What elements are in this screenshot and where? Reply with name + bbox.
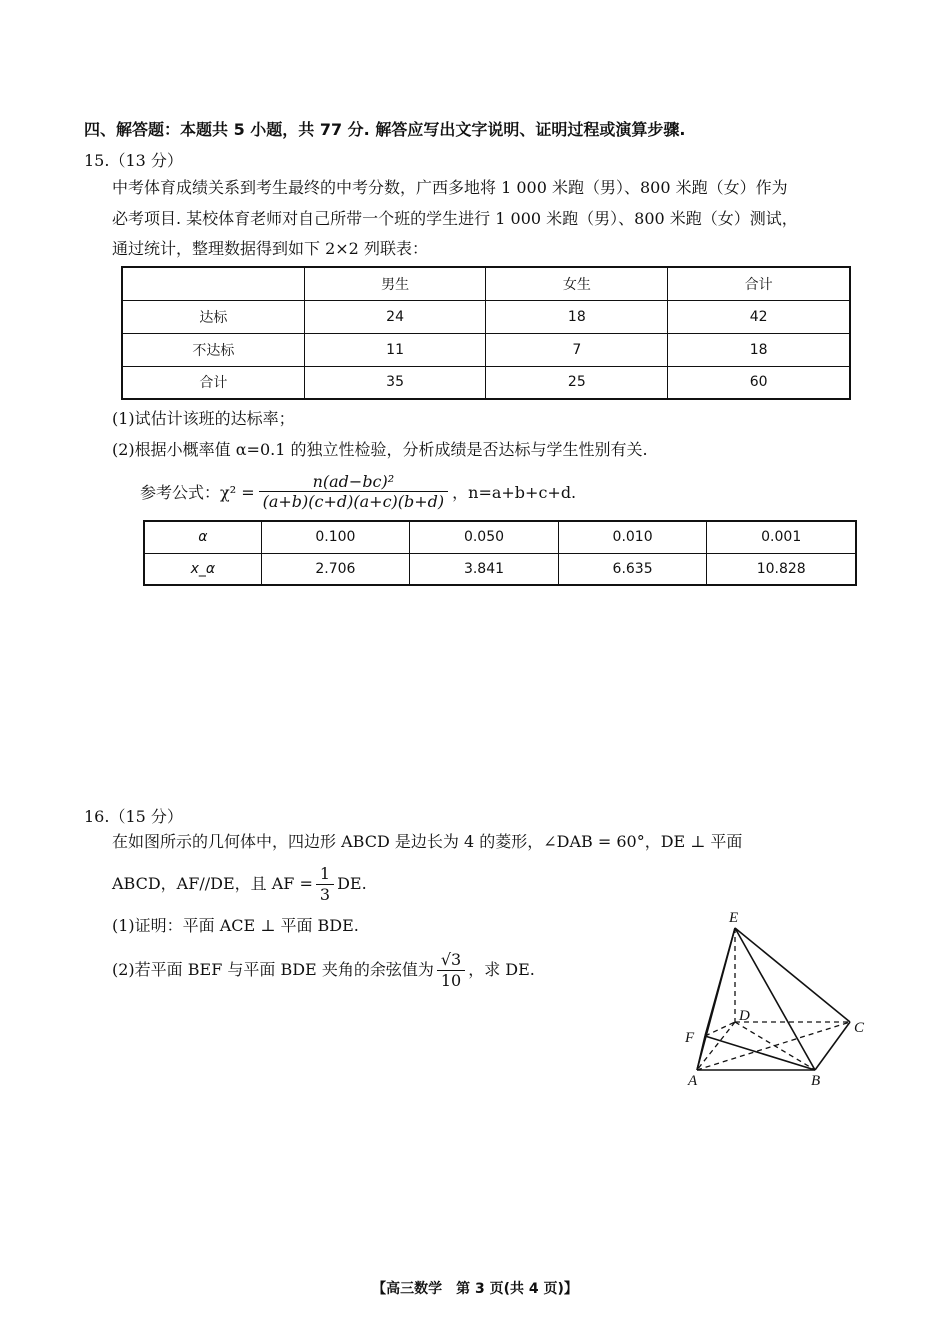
table-cell: 60	[668, 366, 850, 399]
q16-line2-pre: ABCD，AF//DE，且 AF =	[112, 874, 313, 893]
label-E: E	[729, 910, 739, 926]
fraction-numerator: 1	[316, 864, 334, 885]
table-cell: 35	[304, 366, 486, 399]
table-cell: 0.001	[707, 521, 856, 553]
q15-line2: 必考项目. 某校体育老师对自己所带一个班的学生进行 1 000 米跑（男）、800 米跑（女）测试，	[112, 209, 798, 228]
table-cell: 11	[304, 333, 486, 366]
table-cell: 不达标	[122, 333, 304, 366]
reference-formula	[140, 468, 576, 514]
table-row	[122, 366, 850, 399]
label-C: C	[854, 1020, 865, 1036]
formula-fraction	[259, 472, 449, 511]
q16-part1: (1)证明：平面 ACE ⊥ 平面 BDE.	[112, 916, 359, 935]
table-cell: 25	[486, 366, 668, 399]
table-cell: 0.100	[261, 521, 410, 553]
table-cell: 18	[668, 333, 850, 366]
q15-line3: 通过统计，整理数据得到如下 2×2 列联表：	[112, 239, 428, 258]
geometry-figure	[675, 905, 875, 1095]
q15-line1: 中考体育成绩关系到考生最终的中考分数，广西多地将 1 000 米跑（男）、800 米跑（女）作为	[112, 178, 788, 197]
table-cell: 0.050	[410, 521, 559, 553]
table-cell: 合计	[668, 267, 850, 300]
table-cell: 18	[486, 300, 668, 333]
table-row	[122, 300, 850, 333]
table-row	[122, 333, 850, 366]
critical-value-table	[143, 520, 857, 586]
contingency-table	[121, 266, 851, 400]
table-row	[144, 521, 856, 553]
table-cell: 3.841	[410, 553, 559, 585]
table-cell: 42	[668, 300, 850, 333]
q16-line1: 在如图所示的几何体中，四边形 ABCD 是边长为 4 的菱形，∠DAB = 60°，DE ⊥ 平面	[112, 832, 743, 851]
table-cell: 男生	[304, 267, 486, 300]
table-cell: α	[144, 521, 261, 553]
table-row	[144, 553, 856, 585]
fraction-cosine	[437, 950, 465, 991]
q16-number: 16.（15 分）	[84, 807, 183, 826]
edge-BC	[815, 1022, 850, 1070]
table-row	[122, 267, 850, 300]
fraction-numerator: √3	[437, 950, 465, 971]
formula-denominator: (a+b)(c+d)(a+c)(b+d)	[262, 491, 445, 511]
edge-EF	[705, 928, 735, 1036]
q16-part2-pre: (2)若平面 BEF 与平面 BDE 夹角的余弦值为	[112, 960, 434, 979]
edge-EC	[735, 928, 850, 1022]
table-cell: 0.010	[558, 521, 707, 553]
table-cell: 达标	[122, 300, 304, 333]
formula-prefix: 参考公式：χ² =	[140, 482, 255, 502]
label-D: D	[739, 1008, 750, 1024]
label-B: B	[811, 1073, 821, 1089]
table-cell	[122, 267, 304, 300]
table-cell: 女生	[486, 267, 668, 300]
table-cell: 6.635	[558, 553, 707, 585]
edge-AC	[697, 1022, 850, 1070]
formula-suffix: ，n=a+b+c+d.	[452, 482, 577, 502]
q15-part2: (2)根据小概率值 α=0.1 的独立性检验，分析成绩是否达标与学生性别有关.	[112, 440, 648, 459]
fraction-denominator: 10	[440, 970, 462, 990]
table-cell: 24	[304, 300, 486, 333]
table-cell: 2.706	[261, 553, 410, 585]
table-cell: 合计	[122, 366, 304, 399]
table-cell: x_α	[144, 553, 261, 585]
q16-line2-post: DE.	[337, 874, 367, 893]
table-cell: 7	[486, 333, 668, 366]
fraction-denominator: 3	[319, 884, 331, 904]
q15-part1: (1)试估计该班的达标率；	[112, 409, 295, 428]
q16-line2	[112, 862, 367, 906]
q15-number: 15.（13 分）	[84, 151, 183, 170]
formula-numerator: n(ad−bc)²	[259, 472, 449, 492]
label-A: A	[688, 1073, 698, 1089]
section-heading: 四、解答题：本题共 5 小题，共 77 分. 解答应写出文字说明、证明过程或演算步骤.	[84, 120, 686, 139]
q16-part2	[112, 948, 535, 992]
page-footer: 【高三数学 第 3 页(共 4 页)】	[372, 1281, 578, 1297]
table-cell: 10.828	[707, 553, 856, 585]
label-F: F	[685, 1030, 695, 1046]
fraction-one-third	[316, 864, 334, 905]
q16-part2-post: ，求 DE.	[468, 960, 535, 979]
